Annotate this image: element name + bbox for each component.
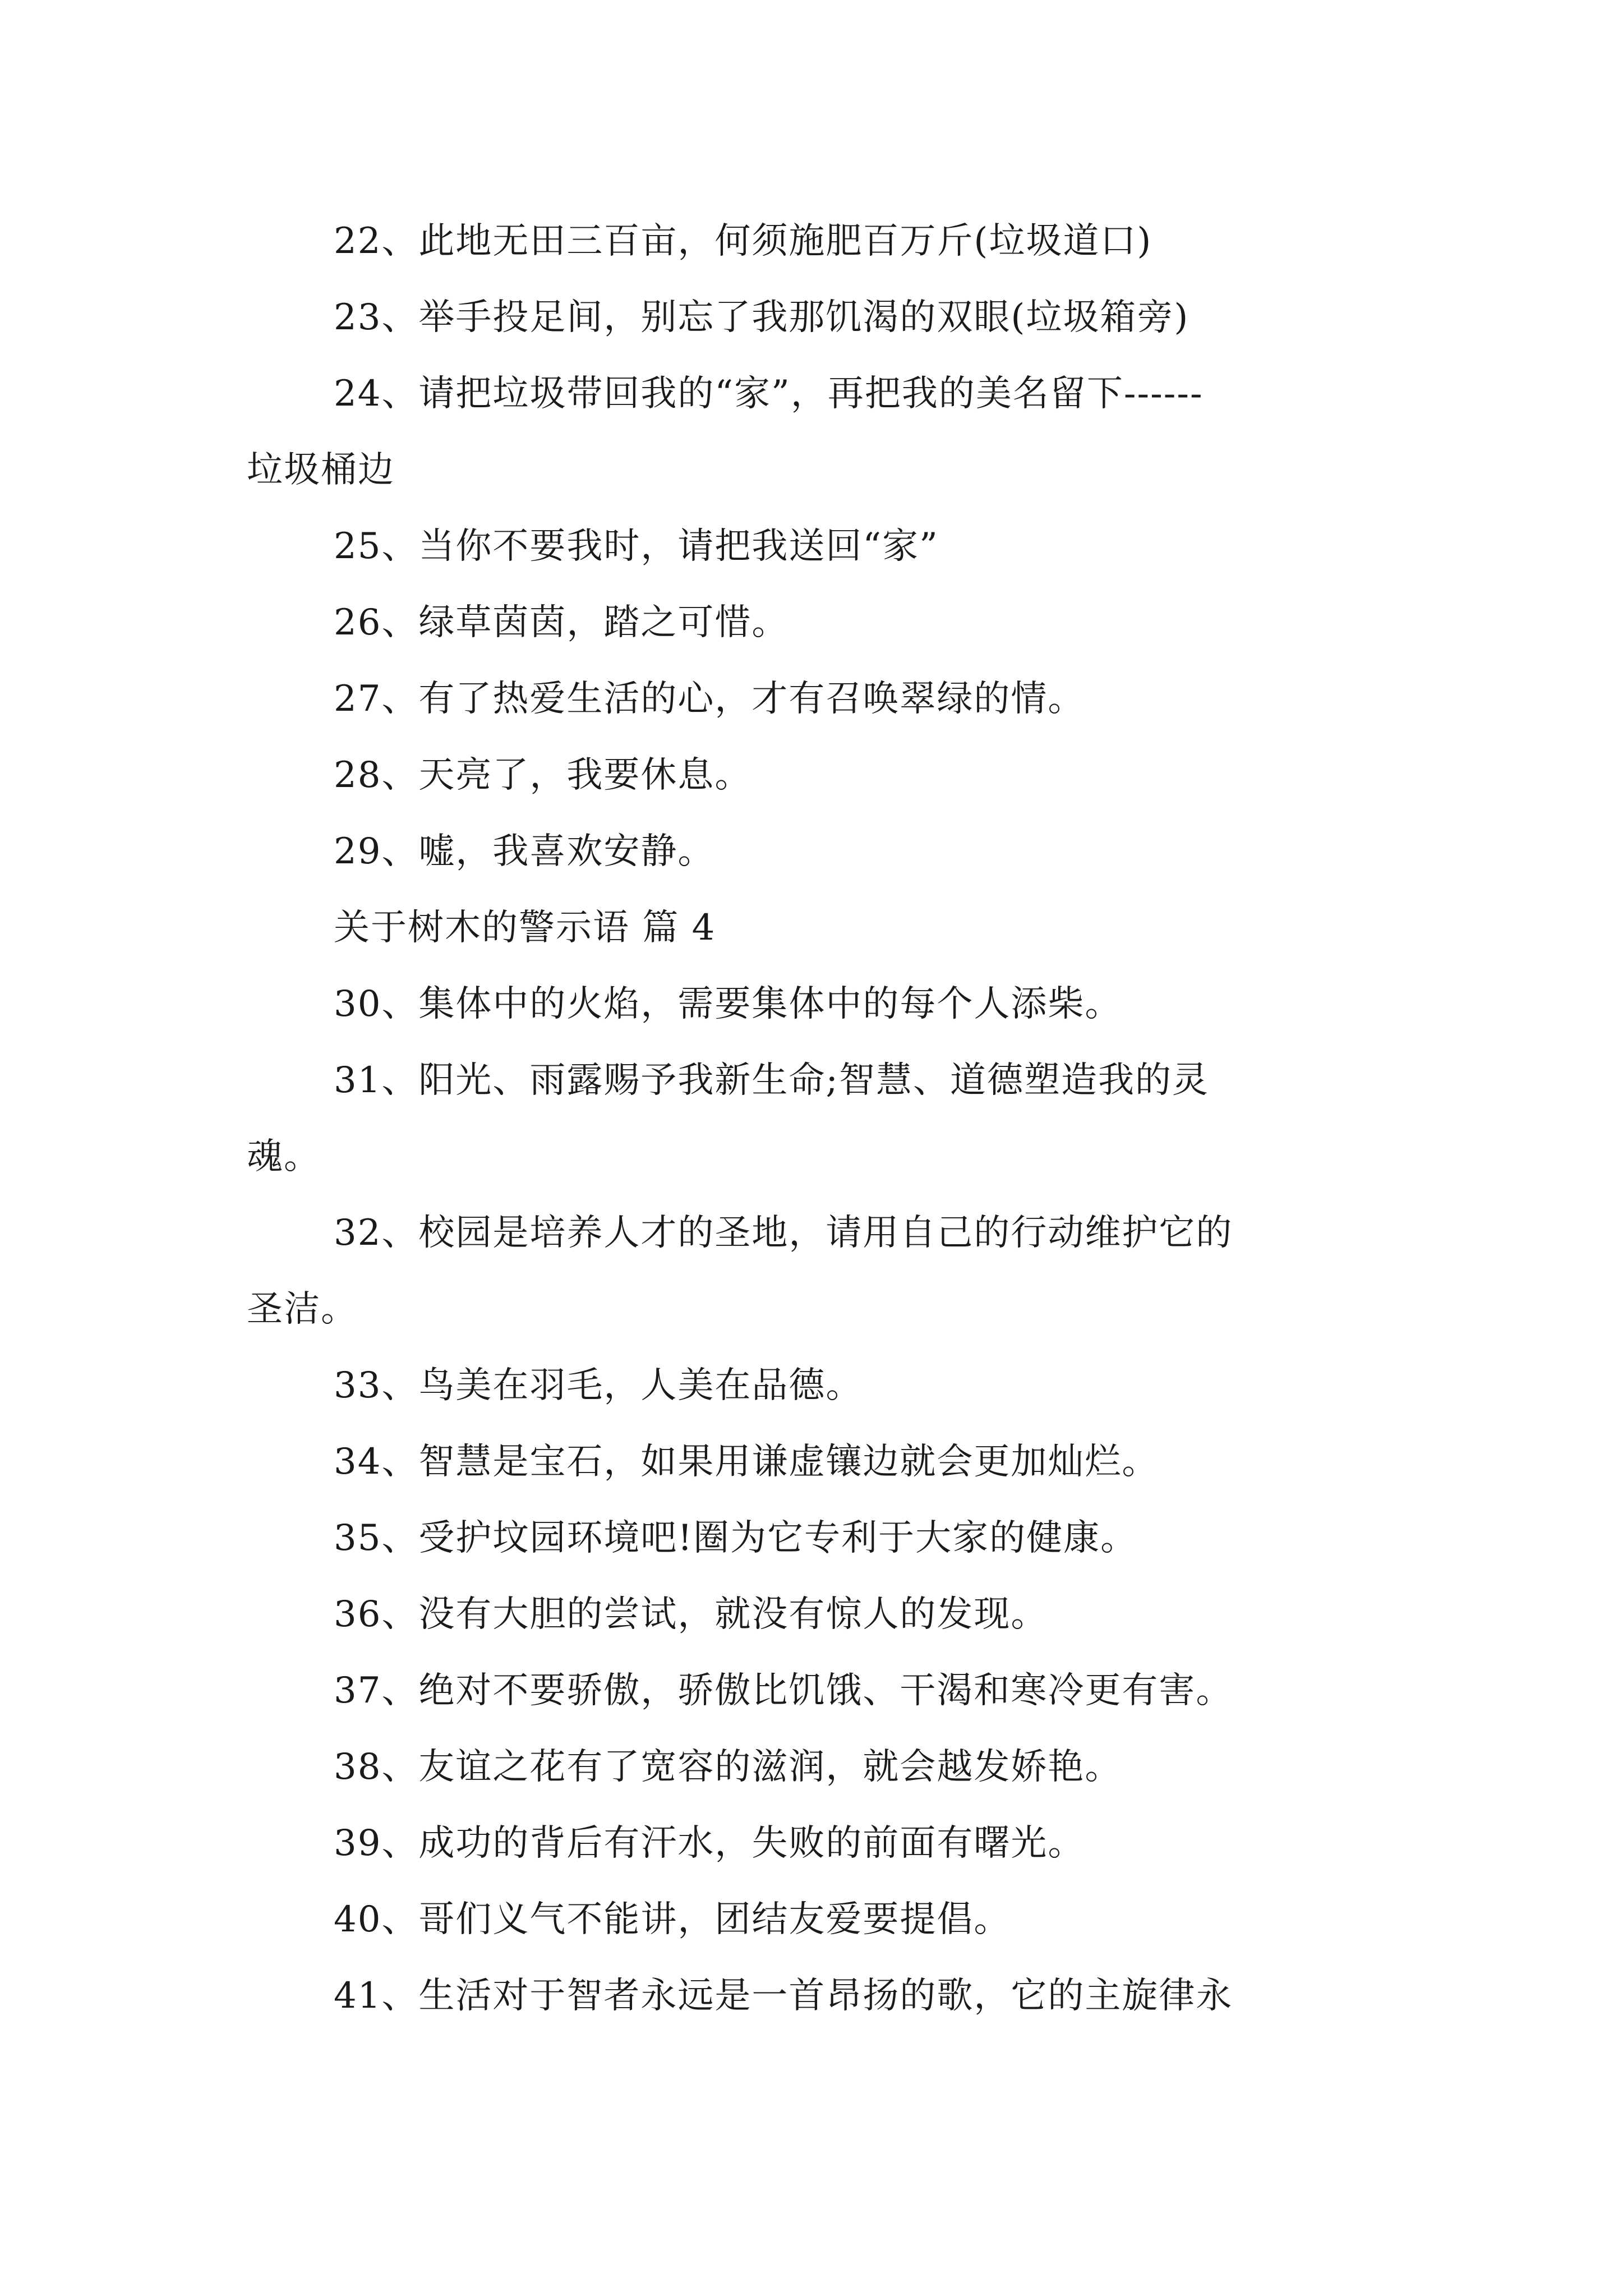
text-line-38: 38、友谊之花有了宽容的滋润，就会越发娇艳。 xyxy=(334,1746,1122,1788)
text-line-34: 34、智慧是宝石，如果用谦虚镶边就会更加灿烂。 xyxy=(334,1441,1159,1483)
text-line-25: 25、当你不要我时，请把我送回“家” xyxy=(334,526,939,567)
text-line-26: 26、绿草茵茵，踏之可惜。 xyxy=(334,602,789,643)
text-line-37: 37、绝对不要骄傲，骄傲比饥饿、干渴和寒冷更有害。 xyxy=(334,1670,1233,1711)
text-line-39: 39、成功的背后有汗水，失败的前面有曙光。 xyxy=(334,1823,1085,1864)
text-line-31-cont: 魂。 xyxy=(247,1136,321,1177)
section-heading: 关于树木的警示语 篇 4 xyxy=(334,907,716,949)
text-line-32-cont: 圣洁。 xyxy=(247,1289,358,1330)
text-line-33: 33、鸟美在羽毛，人美在品德。 xyxy=(334,1365,863,1406)
text-line-41: 41、生活对于智者永远是一首昂扬的歌，它的主旋律永 xyxy=(334,1975,1233,2017)
text-line-29: 29、嘘，我喜欢安静。 xyxy=(334,831,715,872)
text-line-36: 36、没有大胆的尝试，就没有惊人的发现。 xyxy=(334,1594,1048,1635)
text-line-24: 24、请把垃圾带回我的“家”，再把我的美名留下------ xyxy=(334,373,1204,415)
text-line-23: 23、举手投足间，别忘了我那饥渴的双眼(垃圾箱旁) xyxy=(334,297,1189,338)
text-line-24-cont: 垃圾桶边 xyxy=(247,449,395,491)
text-line-30: 30、集体中的火焰，需要集体中的每个人添柴。 xyxy=(334,983,1122,1025)
text-line-28: 28、天亮了，我要休息。 xyxy=(334,754,752,796)
text-line-27: 27、有了热爱生活的心，才有召唤翠绿的情。 xyxy=(334,678,1085,720)
text-line-22: 22、此地无田三百亩，何须施肥百万斤(垃圾道口) xyxy=(334,220,1152,262)
text-line-32: 32、校园是培养人才的圣地，请用自己的行动维护它的 xyxy=(334,1212,1233,1254)
text-line-35: 35、受护坟园环境吧!圈为它专利于大家的健康。 xyxy=(334,1517,1138,1559)
text-line-40: 40、哥们义气不能讲，团结友爱要提倡。 xyxy=(334,1899,1011,1940)
text-line-31: 31、阳光、雨露赐予我新生命;智慧、道德塑造我的灵 xyxy=(334,1060,1209,1101)
